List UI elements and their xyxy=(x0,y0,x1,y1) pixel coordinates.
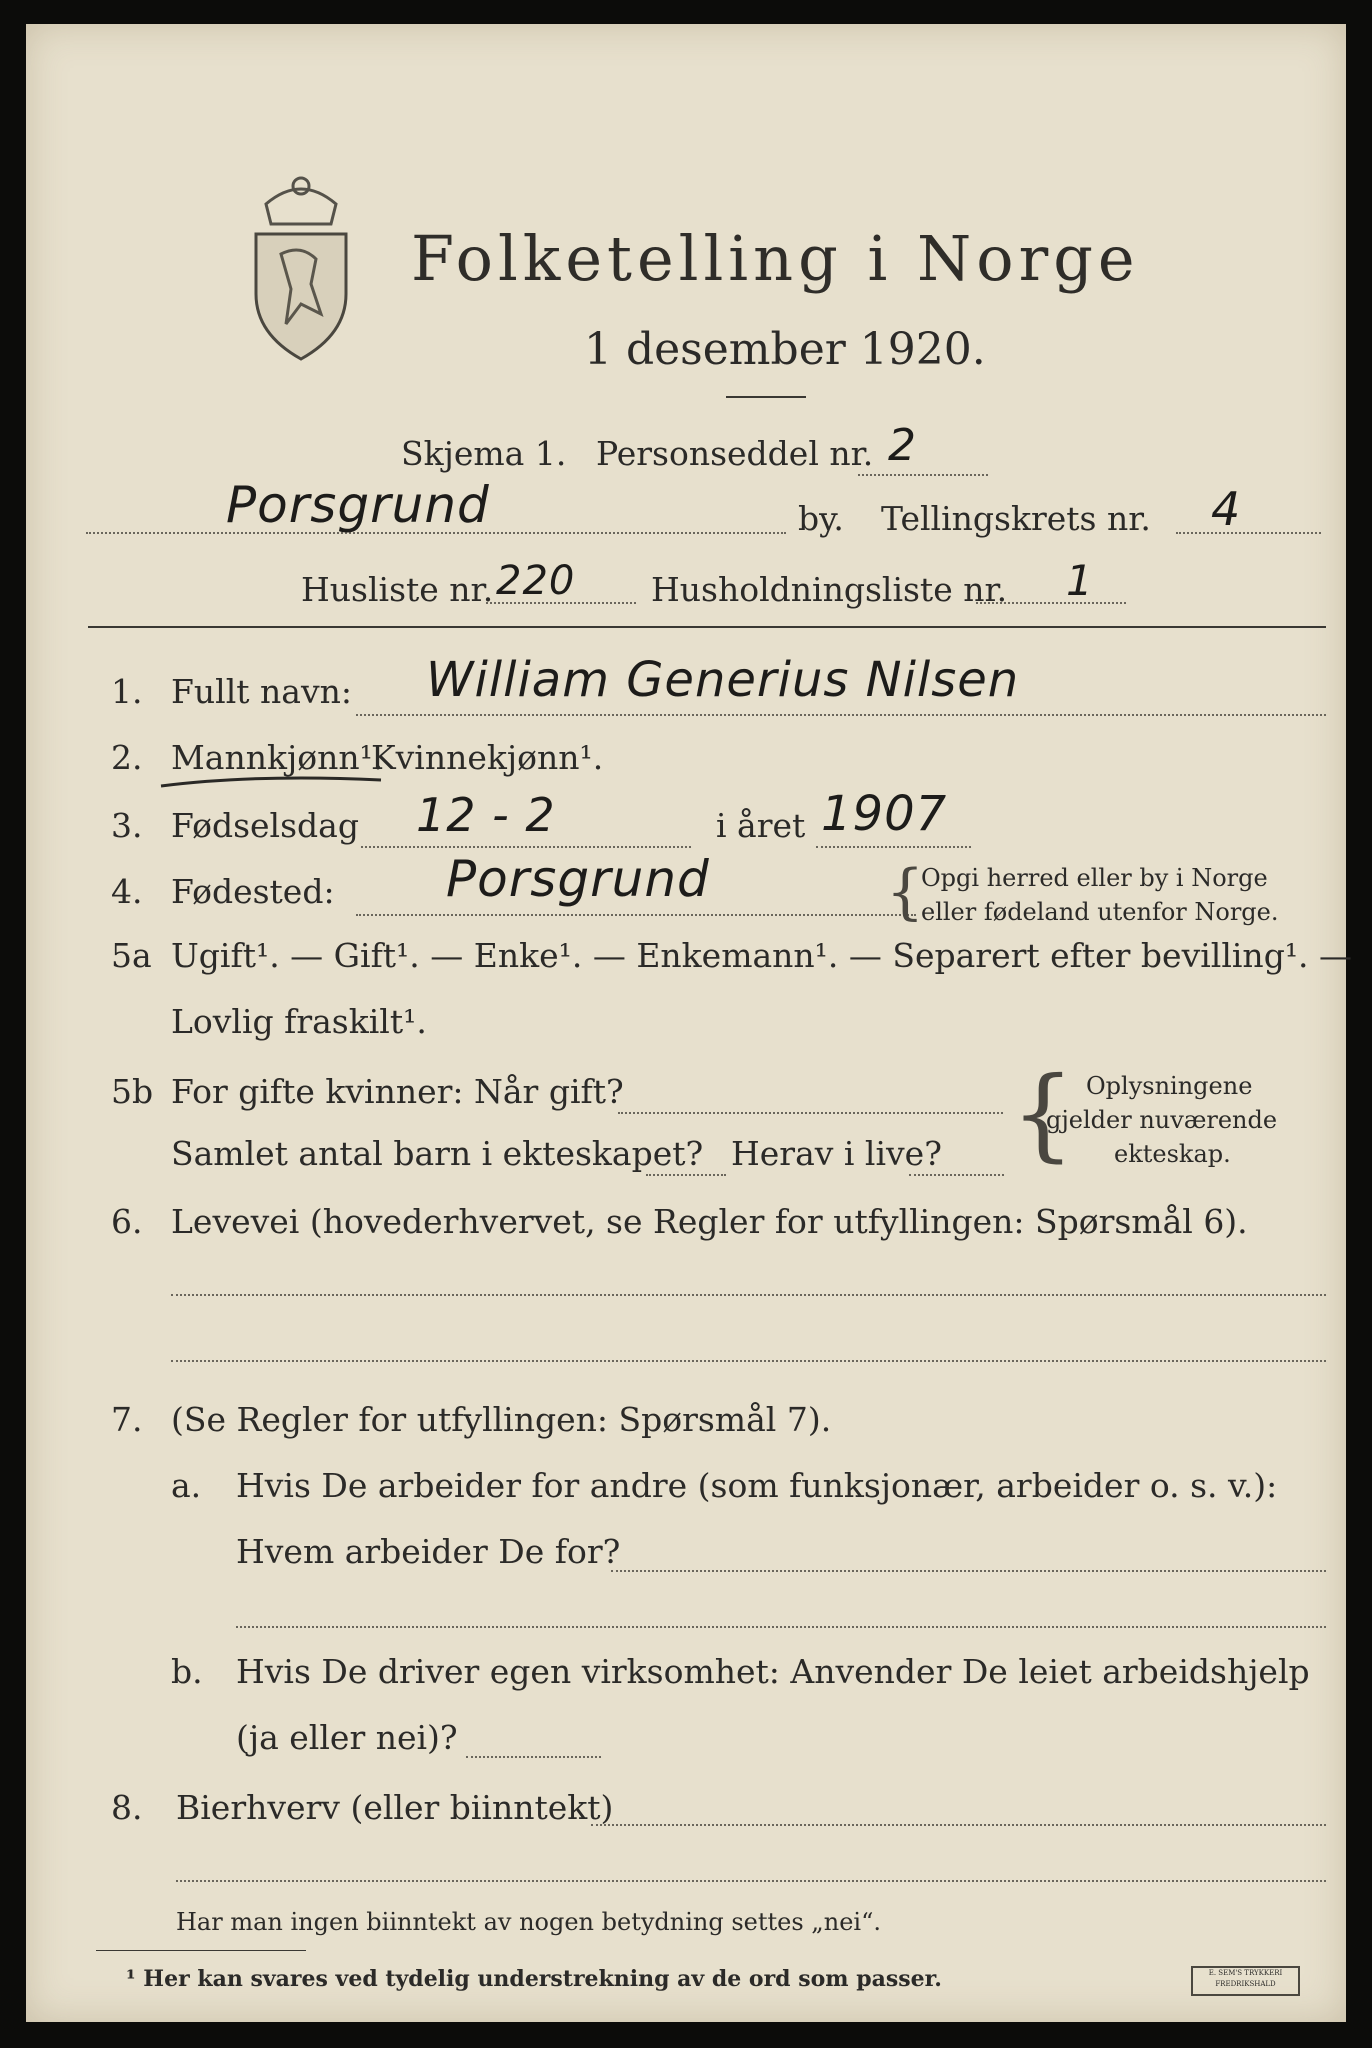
census-form: Folketelling i Norge 1 desember 1920. Skjema 1. Personseddel nr. 2 Porsgrund by. Tellingskrets nr. 4 Husliste nr. 220 Husholdningsliste nr. 1 1. Fullt navn: William Generius Nilsen 2. Mannkjønn¹. Kvinnekjønn¹. 3. Fødselsdag 12 - 2 i året 1907 4. Fødested: Porsgrund { Opgi herred eller by i Norge eller fødeland utenfor Norge. 5a Ugift¹. — Gift¹. — Enke¹. — Enkemann¹. — Separert efter bevilling¹. — Lovlig fraskilt¹. 5b For gifte kvinner: Når gift? Samlet antal barn i ekteskapet? Herav i live? { Oplysningene gjelder nuværende ekteskap. 6. Levevei (hovederhvervet, se Regler for utfyllingen: Spørsmål 6). 7. (Se Regler for utfyllingen: Spørsmål 7). a. Hvis De arbeider for andre (som funksjonær, arbeider o. s. v.): Hvem arbeider De for? b. Hvis De driver egen virksomhet: Anvender De leiet arbeidshjelp (ja eller nei)? 8. Bierhverv (eller biinntekt) Har man ingen biinntekt av nogen betydning settes „nei“. ¹ Her kan svares ved tydelig understrekning av de ord som passer. E. SEM'S TRYKKERI FREDRIKSHALD xyxy=(26,24,1346,2022)
husholdningsliste-label: Husholdningsliste nr. xyxy=(651,570,1008,609)
male-option: Mannkjønn¹. xyxy=(171,738,384,777)
personseddel-value: 2 xyxy=(888,420,917,471)
marital-status-divorced: Lovlig fraskilt¹. xyxy=(171,1002,427,1041)
place-value: Porsgrund xyxy=(226,476,490,534)
q5b-note-1: Oplysningene xyxy=(1086,1072,1253,1100)
q3-label: Fødselsdag xyxy=(171,806,359,845)
q1-number: 1. xyxy=(111,672,143,711)
q4-number: 4. xyxy=(111,872,143,911)
marital-status-options: Ugift¹. — Gift¹. — Enke¹. — Enkemann¹. — Separert efter bevilling¹. — xyxy=(171,936,1353,975)
q5a-number: 5a xyxy=(111,936,152,975)
q4-label: Fødested: xyxy=(171,872,335,911)
q7a-line-2: Hvem arbeider De for? xyxy=(236,1532,621,1571)
birthdate-value: 12 - 2 xyxy=(416,788,556,842)
q7b-line-1: Hvis De driver egen virksomhet: Anvender De leiet arbeidshjelp xyxy=(236,1652,1310,1691)
skjema-label: Skjema 1. xyxy=(401,434,567,473)
personseddel-label: Personseddel nr. xyxy=(596,434,874,473)
full-name-value: William Generius Nilsen xyxy=(426,652,1020,708)
q2-number: 2. xyxy=(111,738,143,777)
q7b-number: b. xyxy=(171,1652,203,1691)
husliste-label: Husliste nr. xyxy=(301,570,494,609)
q4-note-2: eller fødeland utenfor Norge. xyxy=(921,898,1279,926)
q5b-note-3: ekteskap. xyxy=(1114,1140,1231,1168)
q5b-when-married: For gifte kvinner: Når gift? xyxy=(171,1072,624,1111)
husliste-value: 220 xyxy=(496,558,576,604)
q8-label: Bierhverv (eller biinntekt) xyxy=(176,1788,614,1827)
q1-label: Fullt navn: xyxy=(171,672,352,711)
q7a-line-1: Hvis De arbeider for andre (som funksjonær, arbeider o. s. v.): xyxy=(236,1466,1278,1505)
q5b-number: 5b xyxy=(111,1072,154,1111)
header-separator xyxy=(88,626,1326,628)
q6-number: 6. xyxy=(111,1202,143,1241)
female-option: Kvinnekjønn¹. xyxy=(371,738,604,777)
q4-note-1: Opgi herred eller by i Norge xyxy=(921,864,1268,892)
husholdningsliste-value: 1 xyxy=(1066,556,1094,605)
q5b-note-2: gjelder nuværende xyxy=(1046,1106,1278,1134)
year-label: i året xyxy=(716,806,806,845)
title-divider xyxy=(726,396,806,398)
tellingskrets-label: Tellingskrets nr. xyxy=(881,499,1151,538)
birthplace-value: Porsgrund xyxy=(446,850,710,908)
male-underline-mark xyxy=(156,772,386,792)
coat-of-arms-icon xyxy=(246,164,356,364)
q5b-children: Samlet antal barn i ekteskapet? xyxy=(171,1134,704,1173)
printer-stamp: E. SEM'S TRYKKERI FREDRIKSHALD xyxy=(1191,1966,1300,1996)
q5b-alive: Herav i live? xyxy=(731,1134,942,1173)
form-title: Folketelling i Norge xyxy=(411,222,1140,295)
q6-label: Levevei (hovederhvervet, se Regler for utfyllingen: Spørsmål 6). xyxy=(171,1202,1248,1241)
q8-number: 8. xyxy=(111,1788,143,1827)
birth-year-value: 1907 xyxy=(821,786,948,842)
footnote: ¹ Her kan svares ved tydelig understrekning av de ord som passer. xyxy=(126,1966,942,1992)
q7a-number: a. xyxy=(171,1466,202,1505)
q7b-line-2: (ja eller nei)? xyxy=(236,1718,458,1757)
tellingskrets-value: 4 xyxy=(1211,482,1242,536)
q7-label: (Se Regler for utfyllingen: Spørsmål 7). xyxy=(171,1400,832,1439)
q3-number: 3. xyxy=(111,806,143,845)
q8-note: Har man ingen biinntekt av nogen betydning settes „nei“. xyxy=(176,1908,881,1936)
q7-number: 7. xyxy=(111,1400,143,1439)
census-date: 1 desember 1920. xyxy=(584,324,986,375)
by-label: by. xyxy=(798,499,844,538)
